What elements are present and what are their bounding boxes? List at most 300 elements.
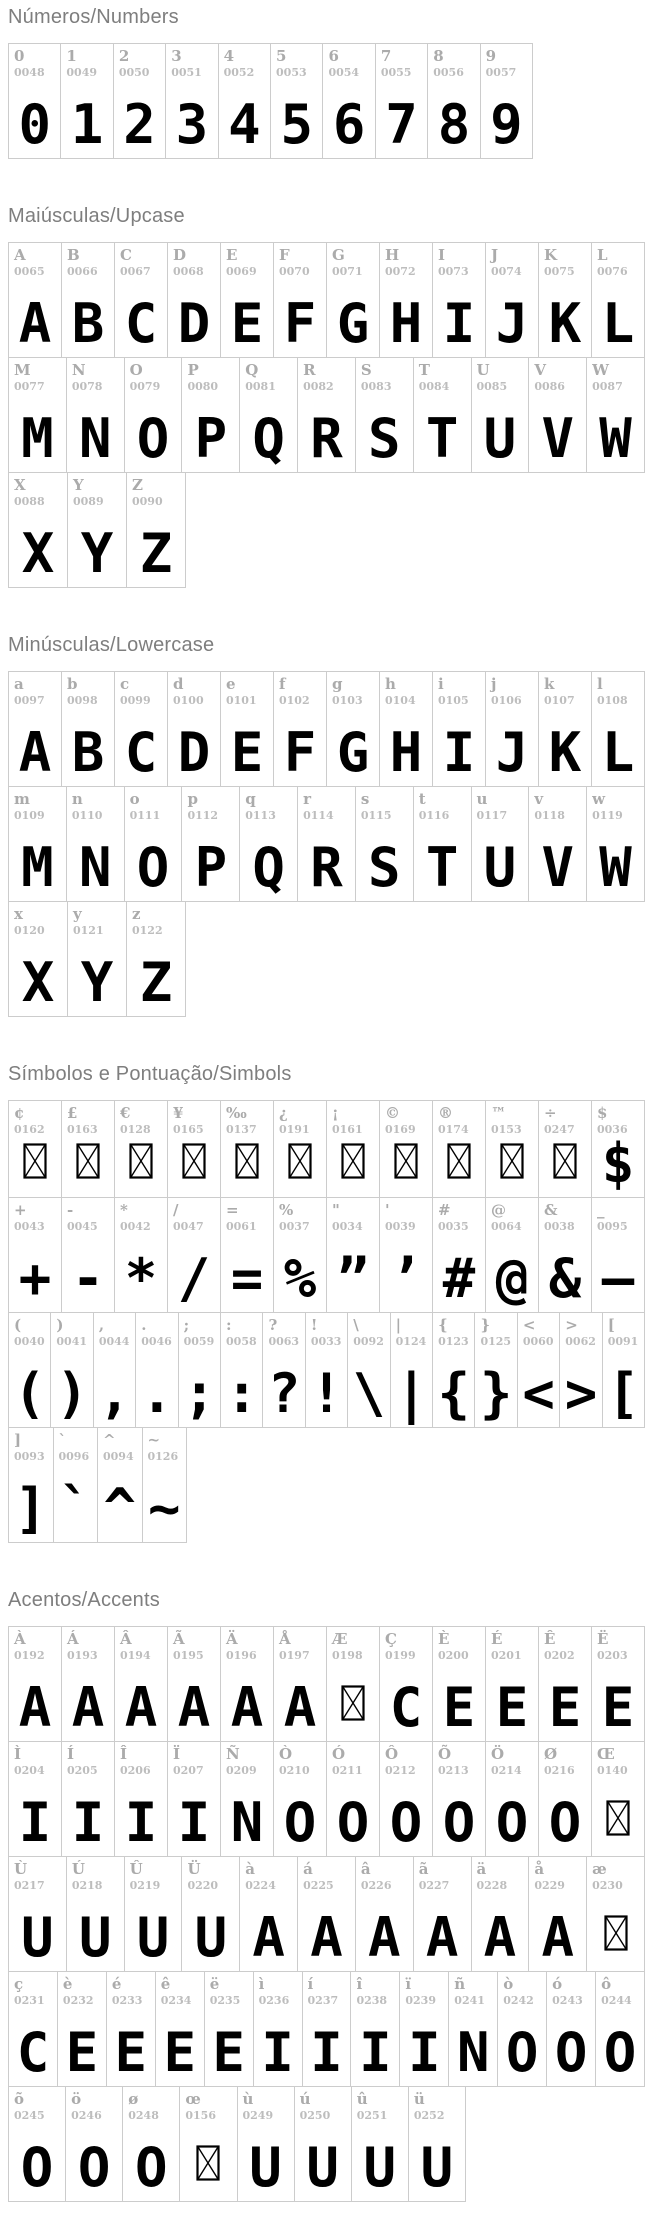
- glyph: E: [65, 2021, 99, 2084]
- glyph-cell: [274, 242, 327, 358]
- char-label: Ë: [597, 1630, 609, 1648]
- char-label: ê: [160, 1975, 171, 1993]
- char-label: i: [438, 675, 444, 693]
- char-label: W: [592, 361, 609, 379]
- char-code: 0057: [485, 66, 517, 79]
- glyph-cell: [62, 671, 115, 787]
- char-label: +: [14, 1201, 27, 1219]
- char-label: æ: [592, 1860, 607, 1878]
- notdef-glyph-icon: [115, 1143, 167, 1179]
- glyph: I: [71, 1791, 105, 1854]
- char-label: .: [141, 1316, 147, 1334]
- glyph: 7: [385, 93, 418, 156]
- glyph: 5: [280, 93, 313, 156]
- char-code: 0074: [491, 265, 522, 278]
- char-label: o: [129, 790, 140, 808]
- notdef-glyph-icon: [221, 1143, 273, 1179]
- glyph: |: [395, 1362, 428, 1425]
- glyph: ?: [267, 1362, 301, 1425]
- char-code: 0063: [268, 1335, 300, 1348]
- notdef-glyph-icon: [539, 1143, 591, 1179]
- glyph-cell: [380, 1626, 433, 1742]
- glyph: O: [283, 1791, 317, 1854]
- char-label: ': [385, 1201, 390, 1219]
- char-label: e: [226, 675, 236, 693]
- glyph: E: [230, 292, 264, 355]
- char-label: Ä: [226, 1630, 238, 1648]
- char-label: R: [303, 361, 316, 379]
- glyph: A: [425, 1906, 459, 1969]
- glyph-cell: [221, 1100, 274, 1198]
- glyph: L: [601, 292, 635, 355]
- char-label: c: [120, 675, 130, 693]
- char-label: ,: [98, 1316, 105, 1334]
- glyph-cell: [391, 1312, 433, 1428]
- glyph-cell: [327, 671, 380, 787]
- glyph: A: [541, 1906, 574, 1969]
- glyph: G: [336, 721, 370, 784]
- char-code: 0051: [171, 66, 202, 79]
- glyph-cell: [182, 786, 240, 902]
- glyph-cell: [168, 671, 221, 787]
- char-code: 0128: [120, 1123, 151, 1136]
- char-label: â: [360, 1860, 371, 1878]
- char-label: v: [534, 790, 544, 808]
- glyph-cell: [123, 2086, 180, 2202]
- char-code: 0045: [67, 1220, 98, 1233]
- char-code: 0137: [226, 1123, 257, 1136]
- char-label: Ì: [14, 1745, 22, 1763]
- glyph: 8: [437, 93, 471, 156]
- glyph-cell: [115, 1100, 168, 1198]
- glyph-cell: [603, 1312, 645, 1428]
- glyph: O: [603, 2021, 637, 2084]
- char-code: 0193: [67, 1649, 98, 1662]
- glyph-cell: [219, 43, 271, 159]
- char-code: 0153: [491, 1123, 522, 1136]
- char-code: 0090: [132, 495, 163, 508]
- glyph-cell: [67, 786, 125, 902]
- char-code: 0084: [418, 380, 450, 393]
- glyph-row: [8, 901, 186, 1017]
- char-label: 6: [328, 47, 339, 65]
- glyph-cell: [114, 43, 166, 159]
- glyph-cell: [221, 1312, 263, 1428]
- glyph: —: [601, 1247, 635, 1310]
- glyph-cell: [592, 1197, 645, 1313]
- char-code: 0101: [226, 694, 257, 707]
- glyph: S: [368, 407, 401, 470]
- glyph-cell: [274, 1100, 327, 1198]
- char-label: N: [71, 361, 86, 379]
- glyph-cell: [274, 1626, 327, 1742]
- glyph: D: [177, 292, 211, 355]
- char-code: 0077: [14, 380, 45, 393]
- char-code: 0053: [276, 66, 307, 79]
- char-label: q: [245, 790, 256, 808]
- glyph-cell: [428, 43, 480, 159]
- char-code: 0118: [534, 809, 565, 822]
- char-label: ]: [14, 1431, 22, 1449]
- char-code: 0088: [14, 495, 45, 508]
- glyph: %: [283, 1247, 317, 1310]
- char-label: x: [14, 905, 23, 923]
- char-label: C: [120, 246, 132, 264]
- char-code: 0089: [73, 495, 104, 508]
- glyph-cell: [298, 786, 356, 902]
- char-label: ç: [14, 1975, 24, 1993]
- glyph-cell: [356, 357, 414, 473]
- char-label: 0: [14, 47, 25, 65]
- char-code: 0234: [160, 1994, 192, 2007]
- glyph: O: [495, 1791, 529, 1854]
- char-label: Û: [129, 1860, 143, 1878]
- glyph-cell: [414, 786, 472, 902]
- section-title: Acentos/Accents: [8, 1589, 160, 1611]
- char-label: Í: [67, 1745, 75, 1763]
- char-code: 0110: [71, 809, 103, 822]
- glyph-cell: [263, 1312, 305, 1428]
- char-label: U: [476, 361, 490, 379]
- char-label: b: [67, 675, 78, 693]
- glyph-cell: [66, 2086, 123, 2202]
- char-code: 0085: [476, 380, 508, 393]
- char-code: 0059: [183, 1335, 215, 1348]
- glyph: E: [442, 1676, 476, 1739]
- glyph-cell: [62, 1197, 115, 1313]
- glyph-cell: [8, 1427, 54, 1543]
- glyph-cell: [327, 1626, 380, 1742]
- glyph: U: [363, 2136, 397, 2199]
- glyph: Z: [139, 522, 173, 585]
- char-label: É: [491, 1630, 503, 1648]
- glyph-cell: [221, 1741, 274, 1857]
- glyph: ,: [98, 1362, 131, 1425]
- glyph-cell: [433, 1312, 475, 1428]
- glyph-row: [8, 1626, 645, 1742]
- char-code: 0072: [385, 265, 416, 278]
- glyph: U: [483, 836, 517, 899]
- char-label: ø: [128, 2090, 139, 2108]
- glyph: #: [442, 1247, 476, 1310]
- char-code: 0116: [418, 809, 450, 822]
- char-code: 0205: [67, 1764, 98, 1777]
- char-code: 0111: [129, 809, 161, 822]
- glyph: E: [601, 1676, 635, 1739]
- glyph-cell: [433, 1626, 486, 1742]
- glyph-cell: [323, 43, 375, 159]
- glyph-row: [8, 472, 186, 588]
- glyph: H: [389, 721, 423, 784]
- notdef-glyph-icon: [486, 1143, 538, 1179]
- char-label: `: [58, 1431, 66, 1449]
- char-label: ^: [103, 1431, 116, 1449]
- glyph: A: [368, 1906, 401, 1969]
- char-label: ¥: [173, 1104, 184, 1122]
- glyph: @: [495, 1247, 529, 1310]
- char-code: 0201: [491, 1649, 522, 1662]
- glyph: P: [194, 407, 228, 470]
- char-code: 0094: [103, 1450, 134, 1463]
- glyph: O: [336, 1791, 370, 1854]
- glyph: A: [71, 1676, 105, 1739]
- char-code: 0239: [405, 1994, 436, 2007]
- glyph: W: [599, 836, 632, 899]
- glyph-cell: [539, 1100, 592, 1198]
- char-label: ô: [601, 1975, 612, 1993]
- glyph: U: [483, 407, 517, 470]
- glyph-cell: [560, 1312, 602, 1428]
- char-label: ): [56, 1316, 64, 1334]
- glyph-cell: [303, 1971, 352, 2087]
- glyph-cell: [98, 1427, 143, 1543]
- glyph: }: [479, 1362, 513, 1425]
- glyph-cell: [168, 1626, 221, 1742]
- glyph-cell: [327, 1100, 380, 1198]
- char-code: 0211: [332, 1764, 363, 1777]
- char-label: 2: [118, 47, 130, 65]
- glyph: E: [230, 721, 264, 784]
- glyph-section: [8, 1063, 661, 1543]
- char-label: ä: [476, 1860, 487, 1878]
- glyph: I: [124, 1791, 158, 1854]
- char-label: ¿: [279, 1104, 288, 1122]
- char-code: 0162: [14, 1123, 45, 1136]
- char-label: Ù: [14, 1860, 28, 1878]
- char-code: 0241: [454, 1994, 485, 2007]
- char-label: j: [491, 675, 497, 693]
- glyph-cell: [62, 1100, 115, 1198]
- glyph: &: [548, 1247, 582, 1310]
- char-code: 0052: [223, 66, 255, 79]
- char-label: F: [279, 246, 290, 264]
- char-label: Ó: [332, 1745, 346, 1763]
- char-code: 0161: [332, 1123, 363, 1136]
- char-label: Ï: [173, 1745, 181, 1763]
- char-label: Ã: [173, 1630, 185, 1648]
- glyph: Y: [80, 951, 114, 1014]
- char-code: 0036: [597, 1123, 628, 1136]
- char-label: ‰: [226, 1104, 247, 1122]
- glyph-cell: [115, 242, 168, 358]
- char-label: ü: [413, 2090, 425, 2108]
- char-label: g: [332, 675, 343, 693]
- char-code: 0246: [71, 2109, 102, 2122]
- char-code: 0119: [592, 809, 623, 822]
- char-label: Â: [120, 1630, 132, 1648]
- char-label: <: [522, 1316, 536, 1334]
- char-code: 0078: [71, 380, 103, 393]
- glyph-cell: [221, 671, 274, 787]
- char-label: {: [438, 1316, 448, 1334]
- char-code: 0245: [14, 2109, 45, 2122]
- char-label: p: [187, 790, 198, 808]
- char-code: 0228: [476, 1879, 508, 1892]
- glyph: `: [58, 1477, 92, 1540]
- glyph-cell: [486, 1100, 539, 1198]
- char-label: -: [67, 1201, 74, 1219]
- glyph: W: [599, 407, 632, 470]
- char-code: 0033: [310, 1335, 342, 1348]
- char-code: 0055: [380, 66, 412, 79]
- glyph: O: [136, 836, 170, 899]
- glyph-cell: [54, 1427, 99, 1543]
- glyph: K: [548, 292, 582, 355]
- char-code: 0252: [413, 2109, 445, 2122]
- char-label: ì: [258, 1975, 265, 1993]
- glyph-cell: [254, 1971, 303, 2087]
- glyph: Q: [252, 407, 285, 470]
- glyph: A: [483, 1906, 517, 1969]
- char-label: ~: [147, 1431, 161, 1449]
- glyph: Y: [80, 522, 114, 585]
- glyph: O: [548, 1791, 582, 1854]
- char-code: 0068: [173, 265, 204, 278]
- glyph-cell: [472, 1856, 530, 1972]
- glyph: E: [212, 2021, 245, 2084]
- char-code: 0197: [279, 1649, 310, 1662]
- glyph: U: [249, 2136, 282, 2199]
- char-label: }: [480, 1316, 491, 1334]
- glyph: <: [522, 1362, 555, 1425]
- char-code: 0102: [279, 694, 310, 707]
- char-label: Î: [120, 1745, 128, 1763]
- notdef-glyph-icon: [168, 1143, 220, 1179]
- char-code: 0091: [607, 1335, 639, 1348]
- glyph-cell: [592, 1626, 645, 1742]
- char-label: 1: [66, 47, 77, 65]
- char-code: 0226: [360, 1879, 392, 1892]
- glyph: F: [283, 721, 317, 784]
- glyph-cell: [240, 1856, 298, 1972]
- char-code: 0121: [73, 924, 104, 937]
- char-label: l: [597, 675, 603, 693]
- glyph-cell: [8, 671, 62, 787]
- glyph-cell: [166, 43, 218, 159]
- glyph-cell: [433, 671, 486, 787]
- glyph-cell: [8, 786, 67, 902]
- notdef-glyph-icon: [9, 1143, 61, 1179]
- char-label: Ò: [279, 1745, 293, 1763]
- glyph-cell: [115, 1626, 168, 1742]
- char-code: 0092: [353, 1335, 384, 1348]
- glyph-cell: [380, 1741, 433, 1857]
- char-code: 0093: [14, 1450, 45, 1463]
- glyph: O: [135, 2136, 168, 2199]
- char-code: 0060: [522, 1335, 554, 1348]
- glyph-cell: [376, 43, 428, 159]
- glyph-cell: [182, 357, 240, 473]
- char-label: T: [418, 361, 430, 379]
- glyph-cell: [380, 1197, 433, 1313]
- glyph: V: [541, 836, 574, 899]
- glyph: E: [114, 2021, 148, 2084]
- char-label: ": [332, 1201, 340, 1219]
- glyph: 0: [18, 93, 51, 156]
- glyph: O: [136, 407, 170, 470]
- char-code: 0048: [14, 66, 45, 79]
- char-code: 0066: [67, 265, 98, 278]
- char-code: 0225: [303, 1879, 334, 1892]
- glyph-row: [8, 1197, 645, 1313]
- glyph: C: [16, 2021, 50, 2084]
- glyph-cell: [449, 1971, 498, 2087]
- char-code: 0199: [385, 1649, 416, 1662]
- char-label: ®: [438, 1104, 453, 1122]
- glyph: O: [20, 2136, 54, 2199]
- char-label: é: [111, 1975, 122, 1993]
- glyph: 9: [490, 93, 523, 156]
- char-code: 0044: [98, 1335, 130, 1348]
- char-code: 0043: [14, 1220, 45, 1233]
- char-label: w: [592, 790, 606, 808]
- glyph: O: [389, 1791, 423, 1854]
- char-label: ñ: [454, 1975, 466, 1993]
- glyph-cell: [156, 1971, 205, 2087]
- char-code: 0210: [279, 1764, 310, 1777]
- glyph: M: [21, 407, 54, 470]
- glyph: R: [310, 407, 343, 470]
- char-code: 0054: [328, 66, 360, 79]
- char-code: 0073: [438, 265, 469, 278]
- glyph-cell: [68, 472, 127, 588]
- glyph: U: [306, 2136, 339, 2199]
- char-code: 0248: [128, 2109, 159, 2122]
- glyph-cell: [472, 357, 530, 473]
- char-code: 0209: [226, 1764, 257, 1777]
- char-label: ÷: [544, 1104, 557, 1122]
- char-code: 0105: [438, 694, 469, 707]
- glyph-cell: [433, 1741, 486, 1857]
- glyph: N: [230, 1791, 264, 1854]
- glyph-cell: [168, 1197, 221, 1313]
- char-label: I: [438, 246, 446, 264]
- glyph-cell: [409, 2086, 466, 2202]
- char-code: 0235: [209, 1994, 241, 2007]
- glyph-cell: [356, 1856, 414, 1972]
- glyph: D: [177, 721, 211, 784]
- glyph: ]: [14, 1477, 47, 1540]
- notdef-glyph-icon: [592, 1800, 644, 1836]
- char-code: 0192: [14, 1649, 45, 1662]
- char-code: 0230: [592, 1879, 623, 1892]
- glyph-cell: [539, 1626, 592, 1742]
- char-label: ï: [405, 1975, 412, 1993]
- char-label: õ: [14, 2090, 25, 2108]
- glyph: /: [177, 1247, 211, 1310]
- glyph-cell: [539, 671, 592, 787]
- section-title: Minúsculas/Lowercase: [8, 634, 215, 656]
- glyph: I: [18, 1791, 52, 1854]
- char-code: 0196: [226, 1649, 257, 1662]
- char-code: 0100: [173, 694, 204, 707]
- glyph-cell: [414, 357, 472, 473]
- glyph: X: [21, 951, 55, 1014]
- glyph-cell: [8, 2086, 66, 2202]
- char-label: 3: [171, 47, 182, 65]
- glyph-cell: [58, 1971, 107, 2087]
- glyph: V: [541, 407, 574, 470]
- glyph-cell: [539, 1741, 592, 1857]
- char-label: K: [544, 246, 558, 264]
- glyph: I: [261, 2021, 294, 2084]
- char-code: 0231: [14, 1994, 45, 2007]
- char-label: å: [534, 1860, 545, 1878]
- glyph: E: [163, 2021, 196, 2084]
- glyph-cell: [8, 1197, 62, 1313]
- glyph-cell: [433, 1197, 486, 1313]
- char-code: 0095: [597, 1220, 628, 1233]
